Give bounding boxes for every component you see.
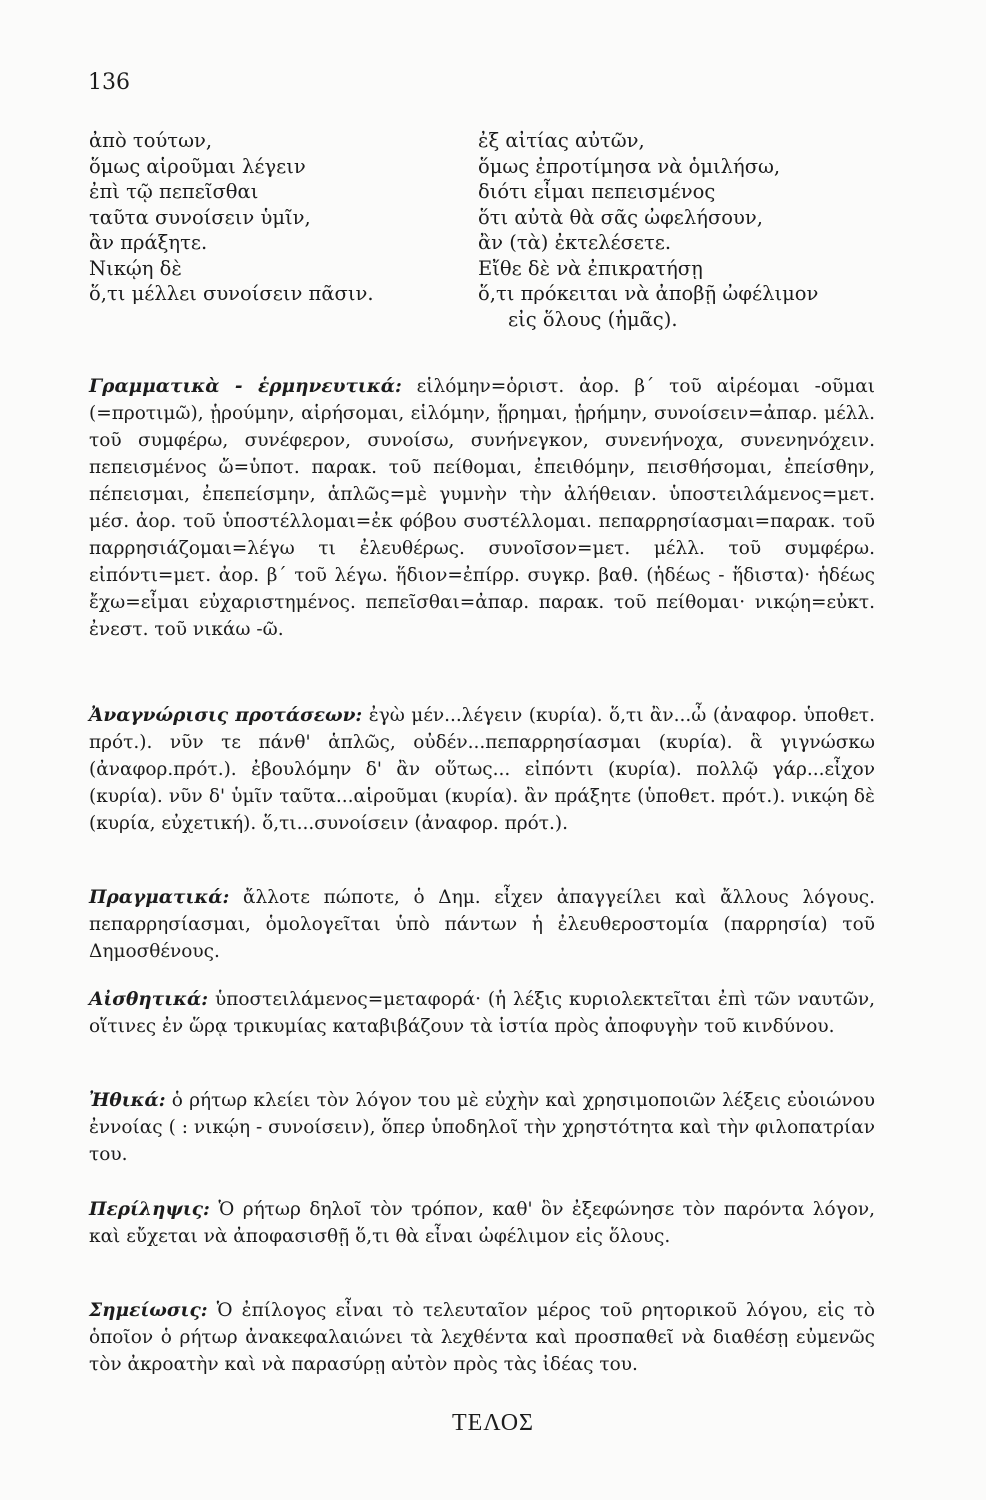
section-factual <box>89 884 875 965</box>
poem-line: ὅμως αἱροῦμαι λέγειν <box>89 154 306 178</box>
end-label: ΤΕΛΟΣ <box>451 1410 535 1436</box>
poem-left-column <box>89 128 374 307</box>
poem-right-column <box>478 128 818 332</box>
section-text: ὁ ρήτωρ κλείει τὸν λόγον του μὲ εὐχὴν καὶ χρησιμοποιῶν λέξεις εὐοιώνου ἐννοίας ( : νικῴη - συνοίσειν), ὅπερ ὑποδηλοῖ τὴν χρηστότητα καὶ τὴν φιλοπατρίαν του. <box>89 1090 875 1165</box>
section-heading: Πραγματικά: <box>89 887 230 908</box>
poem-line: ὅ,τι πρόκειται νὰ ἀποβῇ ὠφέλιμον <box>478 282 819 305</box>
section-heading: Σημείωσις: <box>89 1300 208 1321</box>
section-text: ἄλλοτε πώποτε, ὁ Δημ. εἶχεν ἀπαγγείλει καὶ ἄλλους λόγους. πεπαρρησίασμαι, ὁμολογεῖται ὑπὸ πάντων ἡ ἐλευθεροστομία (παρρησία) τοῦ Δημοσθένους. <box>89 887 875 962</box>
poem-line: ἐπὶ τῷ πεπεῖσθαι <box>89 180 259 203</box>
section-grammar <box>89 373 875 643</box>
section-recognition <box>89 702 875 837</box>
poem-line: διότι εἶμαι πεπεισμένος <box>478 180 716 203</box>
poem-line: ἂν πράξητε. <box>89 231 208 254</box>
section-heading: Γραμματικὰ - ἑρμηνευτικά: <box>89 376 402 397</box>
poem-line: ταῦτα συνοίσειν ὑμῖν, <box>89 205 311 229</box>
poem-line: ἀπὸ τούτων, <box>89 129 213 152</box>
poem-line: ἂν (τὰ) ἐκτελέσετε. <box>478 231 672 254</box>
section-note <box>89 1297 875 1378</box>
poem-line: ὅ,τι μέλλει συνοίσειν πᾶσιν. <box>89 282 374 305</box>
poem-line: εἰς ὅλους (ἡμᾶς). <box>508 307 678 331</box>
section-text: Ὁ ἐπίλογος εἶναι τὸ τελευταῖον μέρος τοῦ ρητορικοῦ λόγου, εἰς τὸ ὁποῖον ὁ ρήτωρ ἀνακεφαλαιώνει τὰ λεχθέντα καὶ προσπαθεῖ νὰ διαθέσῃ εὐμενῶς τὸν ἀκροατὴν καὶ νὰ παρασύρῃ αὐτὸν πρὸς τὰς ἰδέας του. <box>89 1300 875 1375</box>
poem-line: ὅμως ἐπροτίμησα νὰ ὁμιλήσω, <box>478 154 781 178</box>
section-ethics <box>89 1087 875 1168</box>
poem-line: ἐξ αἰτίας αὐτῶν, <box>478 129 645 152</box>
section-summary <box>89 1196 875 1250</box>
poem-line: Εἴθε δὲ νὰ ἐπικρατήσῃ <box>478 256 703 280</box>
section-heading: Αἰσθητικά: <box>89 989 209 1010</box>
poem-line: ὅτι αὐτὰ θὰ σᾶς ὠφελήσουν, <box>478 205 763 229</box>
section-text: ὑποστειλάμενος=μεταφορά· (ἡ λέξις κυριολεκτεῖται ἐπὶ τῶν ναυτῶν, οἵτινες ἐν ὥρᾳ τρικυμίας καταβιβάζουν τὰ ἱστία πρὸς ἀποφυγὴν τοῦ κινδύνου. <box>89 989 875 1037</box>
poem-line: Νικῴη δὲ <box>89 256 182 280</box>
section-aesthetic <box>89 986 875 1040</box>
section-heading: Περίληψις: <box>89 1199 210 1220</box>
section-heading: Ἀναγνώρισις προτάσεων: <box>89 705 363 726</box>
section-text: ἐγὼ μέν...λέγειν (κυρία). ὅ,τι ἂν...ὦ (ἀναφορ. ὑποθετ. πρότ.). νῦν τε πάνθ' ἁπλῶς, οὐδέν...πεπαρρησίασμαι (κυρία). ἃ γιγνώσκω (ἀναφορ.πρότ.). ἐβουλόμην δ' ἂν οὕτως... εἰπόντι (κυρία). πολλῷ γάρ...εἶχον (κυρία). νῦν δ' ὑμῖν ταῦτα...αἱροῦμαι (κυρία). ἂν πράξητε (ὑποθετ. πρότ.). νικῴη δὲ (κυρία, εὐχετική). ὅ,τι...συνοίσειν (ἀναφορ. πρότ.). <box>89 705 876 834</box>
section-heading: Ἠθικά: <box>89 1090 166 1111</box>
section-text: εἱλόμην=ὁριστ. ἀορ. β΄ τοῦ αἱρέομαι -οῦμαι (=προτιμῶ), ᾑρούμην, αἱρήσομαι, εἱλόμην, ᾕρημαι, ᾑρήμην, συνοίσειν=ἀπαρ. μέλλ. τοῦ συμφέρω, συνέφερον, συνοίσω, συνήνεγκον, συνενήνοχα, συνενηνόχειν. πεπεισμένος ὤ=ὑποτ. παρακ. τοῦ πείθομαι, ἐπειθόμην, πεισθήσομαι, ἐπείσθην, πέπεισμαι, ἐπεπείσμην, ἁπλῶς=μὲ γυμνὴν τὴν ἀλήθειαν. ὑποστειλάμενος=μετ. μέσ. ἀορ. τοῦ ὑποστέλλομαι=ἐκ φόβου συστέλλομαι. πεπαρρησίασμαι=παρακ. τοῦ παρρησιάζομαι=λέγω τι ἐλευθέρως. συνοῖσον=μετ. μέλλ. τοῦ συμφέρω. εἰπόντι=μετ. ἀορ. β΄ τοῦ λέγω. ἥδιον=ἐπίρρ. συγκρ. βαθ. (ἡδέως - ἥδιστα)· ἡδέως ἔχω=εἶμαι εὐχαριστημένος. πεπεῖσθαι=ἀπαρ. παρακ. τοῦ πείθομαι· νικῴη=εὐκτ. ἐνεστ. τοῦ νικάω -ῶ. <box>89 376 875 640</box>
section-text: Ὁ ρήτωρ δηλοῖ τὸν τρόπον, καθ' ὃν ἐξεφώνησε τὸν παρόντα λόγον, καὶ εὔχεται νὰ ἀποφασισθῇ ὅ,τι θὰ εἶναι ὠφέλιμον εἰς ὅλους. <box>89 1199 875 1247</box>
page-number: 136 <box>88 70 130 95</box>
